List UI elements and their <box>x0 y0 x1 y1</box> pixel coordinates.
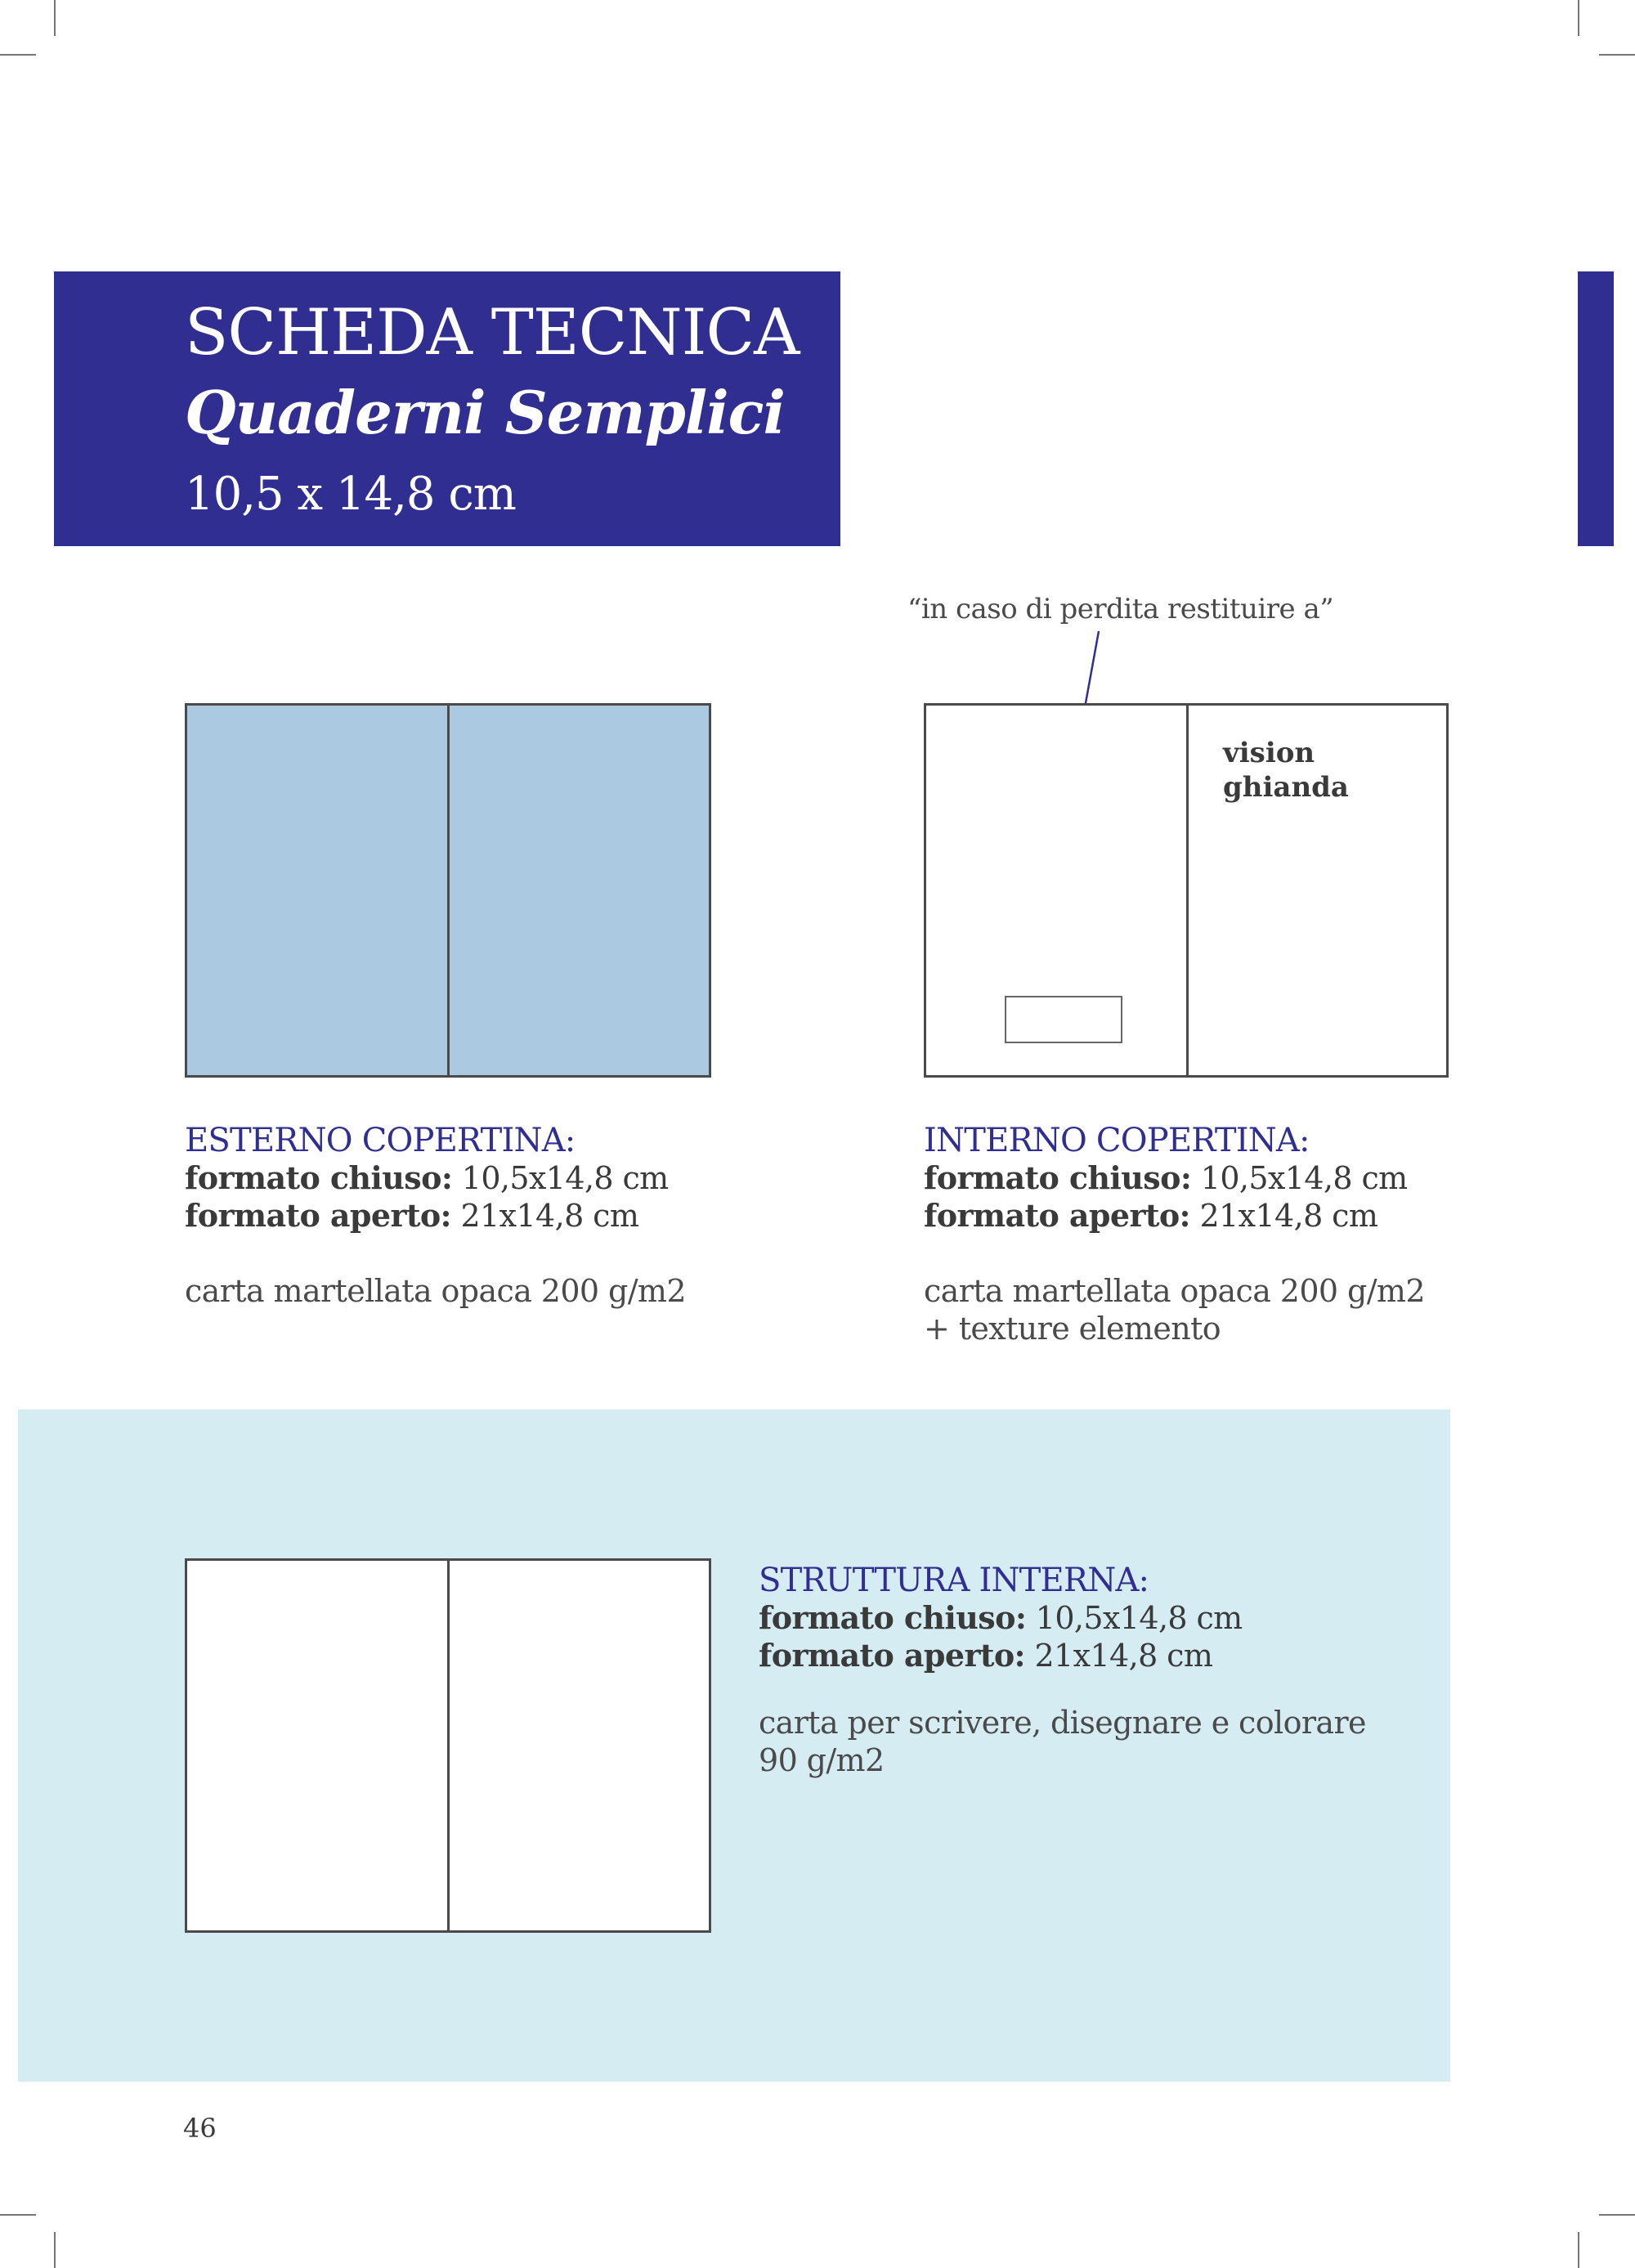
logo-text: vision ghianda <box>1223 737 1349 804</box>
pocket-note-label: “in caso di perdita restituire a” <box>907 593 1334 625</box>
paper-spec: carta per scrivere, disegnare e colorare 90 g/m2 <box>759 1705 1366 1778</box>
section-heading: ESTERNO COPERTINA: <box>185 1122 576 1159</box>
inner-structure-specs <box>759 1562 1366 1779</box>
title-band <box>54 271 840 546</box>
paper-spec: carta martellata opaca 200 g/m2 <box>185 1273 686 1309</box>
closed-format-label: formato chiuso: <box>924 1159 1192 1196</box>
crop-mark <box>54 0 56 36</box>
page-number: 46 <box>183 2113 217 2144</box>
crop-mark <box>1599 2214 1635 2216</box>
open-format-value: 21x14,8 cm <box>451 1198 639 1234</box>
open-format-label: formato aperto: <box>185 1197 451 1234</box>
section-heading: INTERNO COPERTINA: <box>924 1122 1310 1159</box>
paper-spec: carta martellata opaca 200 g/m2 + texture elemento <box>924 1273 1425 1347</box>
closed-format-value: 10,5x14,8 cm <box>452 1160 669 1196</box>
open-format-label: formato aperto: <box>924 1197 1190 1234</box>
crop-mark <box>1578 2232 1579 2268</box>
spine-line <box>447 1561 450 1930</box>
closed-format-value: 10,5x14,8 cm <box>1026 1600 1243 1636</box>
open-format-label: formato aperto: <box>759 1637 1025 1674</box>
crop-mark <box>0 2214 36 2216</box>
open-format-value: 21x14,8 cm <box>1190 1198 1378 1234</box>
closed-format-label: formato chiuso: <box>185 1159 453 1196</box>
spine-line <box>447 706 450 1075</box>
spine-line <box>1186 706 1189 1075</box>
product-name: Quaderni Semplici <box>185 378 785 447</box>
pocket-box <box>1005 996 1122 1043</box>
crop-mark <box>1599 54 1635 56</box>
inner-cover-diagram <box>924 703 1449 1078</box>
product-size: 10,5 x 14,8 cm <box>185 468 516 521</box>
outer-cover-diagram <box>185 703 711 1078</box>
outer-cover-specs <box>185 1122 686 1310</box>
section-heading: STRUTTURA INTERNA: <box>759 1562 1149 1599</box>
crop-mark <box>1578 0 1579 36</box>
inner-cover-specs <box>924 1122 1425 1347</box>
closed-format-value: 10,5x14,8 cm <box>1191 1160 1408 1196</box>
side-tab <box>1578 271 1614 546</box>
page-title: SCHEDA TECNICA <box>185 296 800 370</box>
crop-mark <box>54 2232 56 2268</box>
open-format-value: 21x14,8 cm <box>1025 1638 1213 1674</box>
crop-mark <box>0 54 36 56</box>
inner-structure-diagram <box>185 1558 711 1933</box>
closed-format-label: formato chiuso: <box>759 1599 1027 1636</box>
